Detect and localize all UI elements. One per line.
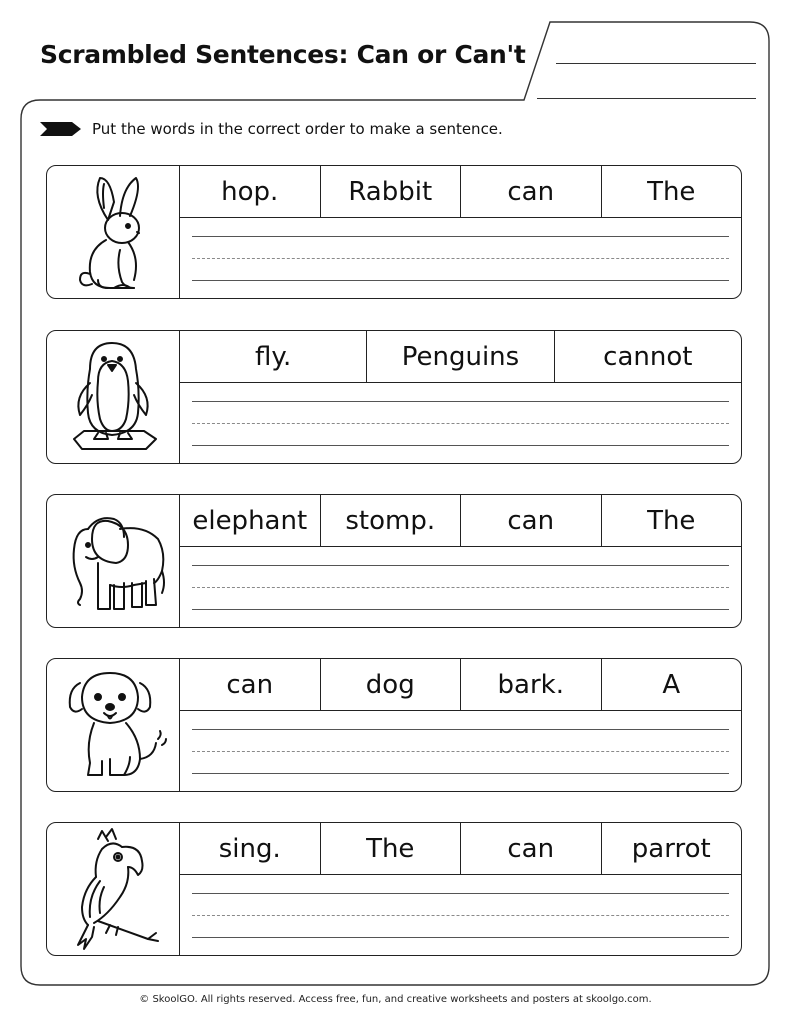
word-tile: A	[601, 659, 742, 710]
word-tile: parrot	[601, 823, 742, 874]
exercise-card	[46, 165, 742, 299]
scrambled-words	[180, 823, 741, 875]
picture-cell	[47, 823, 180, 955]
picture-cell	[47, 166, 180, 298]
picture-cell	[47, 495, 180, 627]
word-tile: bark.	[460, 659, 601, 710]
writing-lines[interactable]	[192, 218, 729, 298]
exercise-card	[46, 494, 742, 628]
word-tile: The	[320, 823, 461, 874]
scrambled-words	[180, 166, 741, 218]
word-tile: can	[460, 495, 601, 546]
scrambled-words	[180, 495, 741, 547]
word-tile: sing.	[218, 833, 281, 864]
instruction-text: Put the words in the correct order to make a sentence.	[92, 120, 503, 138]
writing-lines[interactable]	[192, 711, 729, 791]
scrambled-words	[180, 659, 741, 711]
exercise-card	[46, 330, 742, 464]
page-title: Scrambled Sentences: Can or Can't	[40, 40, 526, 69]
exercise-card	[46, 822, 742, 956]
word-tile: stomp.	[320, 495, 461, 546]
word-tile: can	[460, 823, 601, 874]
word-tile: elephant	[192, 505, 308, 536]
rabbit-icon	[58, 170, 168, 294]
elephant-icon	[58, 499, 168, 623]
writing-lines[interactable]	[192, 547, 729, 627]
word-tile: Penguins	[366, 331, 553, 382]
word-tile: hop.	[221, 176, 279, 207]
word-tile: can	[460, 166, 601, 217]
copyright-footer: © SkoolGO. All rights reserved. Access free, fun, and creative worksheets and posters at skoolgo.com.	[139, 994, 652, 1005]
exercise-card	[46, 658, 742, 792]
arrow-tag-icon	[40, 121, 82, 137]
word-tile: cannot	[554, 331, 741, 382]
word-tile: The	[601, 495, 742, 546]
name-line[interactable]	[556, 63, 756, 64]
word-tile: fly.	[255, 341, 292, 372]
word-tile: can	[226, 669, 274, 700]
word-tile: dog	[320, 659, 461, 710]
picture-cell	[47, 331, 180, 463]
writing-lines[interactable]	[192, 383, 729, 463]
parrot-icon	[58, 827, 168, 951]
penguin-icon	[58, 335, 168, 459]
date-line[interactable]	[537, 98, 756, 99]
picture-cell	[47, 659, 180, 791]
word-tile: Rabbit	[320, 166, 461, 217]
dog-icon	[58, 663, 168, 787]
word-tile: The	[601, 166, 742, 217]
writing-lines[interactable]	[192, 875, 729, 955]
scrambled-words	[180, 331, 741, 383]
instructions	[40, 118, 503, 140]
